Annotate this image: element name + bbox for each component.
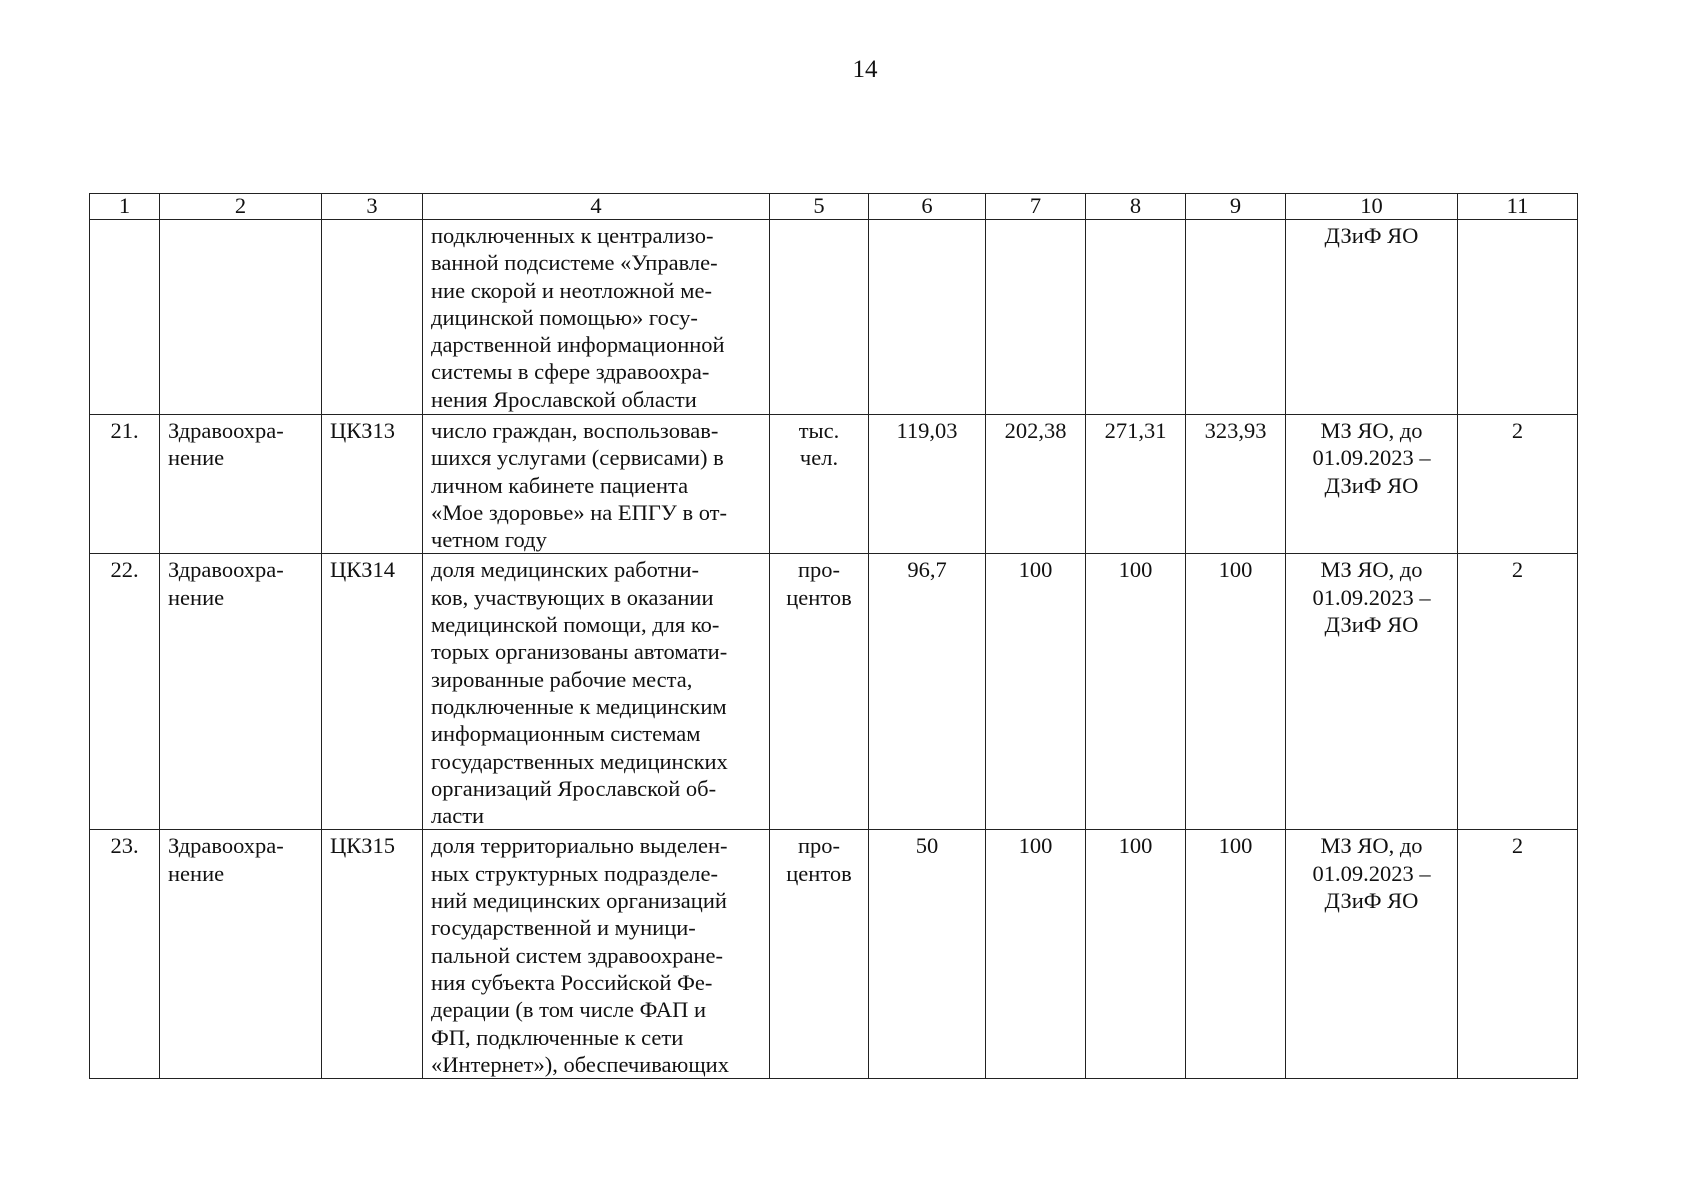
section-cell (160, 220, 322, 415)
value-col9: 323,93 (1186, 415, 1286, 554)
responsible-cell: МЗ ЯО, до 01.09.2023 – ДЗиФ ЯО (1286, 415, 1458, 554)
unit-cell: тыс. чел. (770, 415, 869, 554)
value-col6: 96,7 (869, 554, 986, 830)
unit-cell: про- центов (770, 554, 869, 830)
page-number: 14 (852, 56, 878, 83)
value-col6: 50 (869, 830, 986, 1079)
row-number (90, 220, 160, 415)
value-col7: 100 (986, 554, 1086, 830)
section-cell: Здравоохра- нение (160, 830, 322, 1079)
value-col8: 100 (1086, 554, 1186, 830)
header-cell-7: 7 (986, 194, 1086, 220)
header-cell-1: 1 (90, 194, 160, 220)
section-cell: Здравоохра- нение (160, 415, 322, 554)
description-cell: подключенных к централизо- ванной подсистеме «Управле- ние скорой и неотложной ме- дицинской помощью» госу- дарственной информационной системы в сфере здравоохра- нения Ярославской области (423, 220, 770, 415)
description-cell: доля медицинских работни- ков, участвующих в оказании медицинской помощи, для ко- торых организованы автомати- зированные рабочие места, подключенные к медицинским информационным системам государственных медицинских организаций Ярославской об- ласти (423, 554, 770, 830)
col11-cell (1458, 220, 1578, 415)
header-cell-3: 3 (322, 194, 423, 220)
table-header-row (90, 194, 1578, 220)
code-cell: ЦКЗ13 (322, 415, 423, 554)
value-col7: 100 (986, 830, 1086, 1079)
value-col7: 202,38 (986, 415, 1086, 554)
header-cell-4: 4 (423, 194, 770, 220)
unit-cell (770, 220, 869, 415)
value-col9: 100 (1186, 830, 1286, 1079)
responsible-cell: МЗ ЯО, до 01.09.2023 – ДЗиФ ЯО (1286, 554, 1458, 830)
col11-cell: 2 (1458, 554, 1578, 830)
responsible-cell: МЗ ЯО, до 01.09.2023 – ДЗиФ ЯО (1286, 830, 1458, 1079)
indicators-table (89, 193, 1578, 1079)
col11-cell: 2 (1458, 415, 1578, 554)
row-number: 21. (90, 415, 160, 554)
description-cell: доля территориально выделен- ных структурных подразделе- ний медицинских организаций государственной и муници- пальной систем здравоохране- ния субъекта Российской Фе- дерации (в том числе ФАП и ФП, подключенные к сети «Интернет»), обеспечивающих (423, 830, 770, 1079)
unit-cell: про- центов (770, 830, 869, 1079)
header-cell-10: 10 (1286, 194, 1458, 220)
header-cell-2: 2 (160, 194, 322, 220)
table-row (90, 554, 1578, 830)
code-cell: ЦКЗ14 (322, 554, 423, 830)
code-cell (322, 220, 423, 415)
value-col8: 100 (1086, 830, 1186, 1079)
table-row (90, 830, 1578, 1079)
table-row (90, 415, 1578, 554)
header-cell-8: 8 (1086, 194, 1186, 220)
value-col8 (1086, 220, 1186, 415)
header-cell-11: 11 (1458, 194, 1578, 220)
header-cell-6: 6 (869, 194, 986, 220)
code-cell: ЦКЗ15 (322, 830, 423, 1079)
table-row (90, 220, 1578, 415)
value-col6 (869, 220, 986, 415)
value-col6: 119,03 (869, 415, 986, 554)
responsible-cell: ДЗиФ ЯО (1286, 220, 1458, 415)
row-number: 23. (90, 830, 160, 1079)
section-cell: Здравоохра- нение (160, 554, 322, 830)
description-cell: число граждан, воспользовав- шихся услугами (сервисами) в личном кабинете пациента «Мое здоровье» на ЕПГУ в от- четном году (423, 415, 770, 554)
header-cell-9: 9 (1186, 194, 1286, 220)
row-number: 22. (90, 554, 160, 830)
col11-cell: 2 (1458, 830, 1578, 1079)
header-cell-5: 5 (770, 194, 869, 220)
value-col9 (1186, 220, 1286, 415)
value-col7 (986, 220, 1086, 415)
value-col8: 271,31 (1086, 415, 1186, 554)
value-col9: 100 (1186, 554, 1286, 830)
